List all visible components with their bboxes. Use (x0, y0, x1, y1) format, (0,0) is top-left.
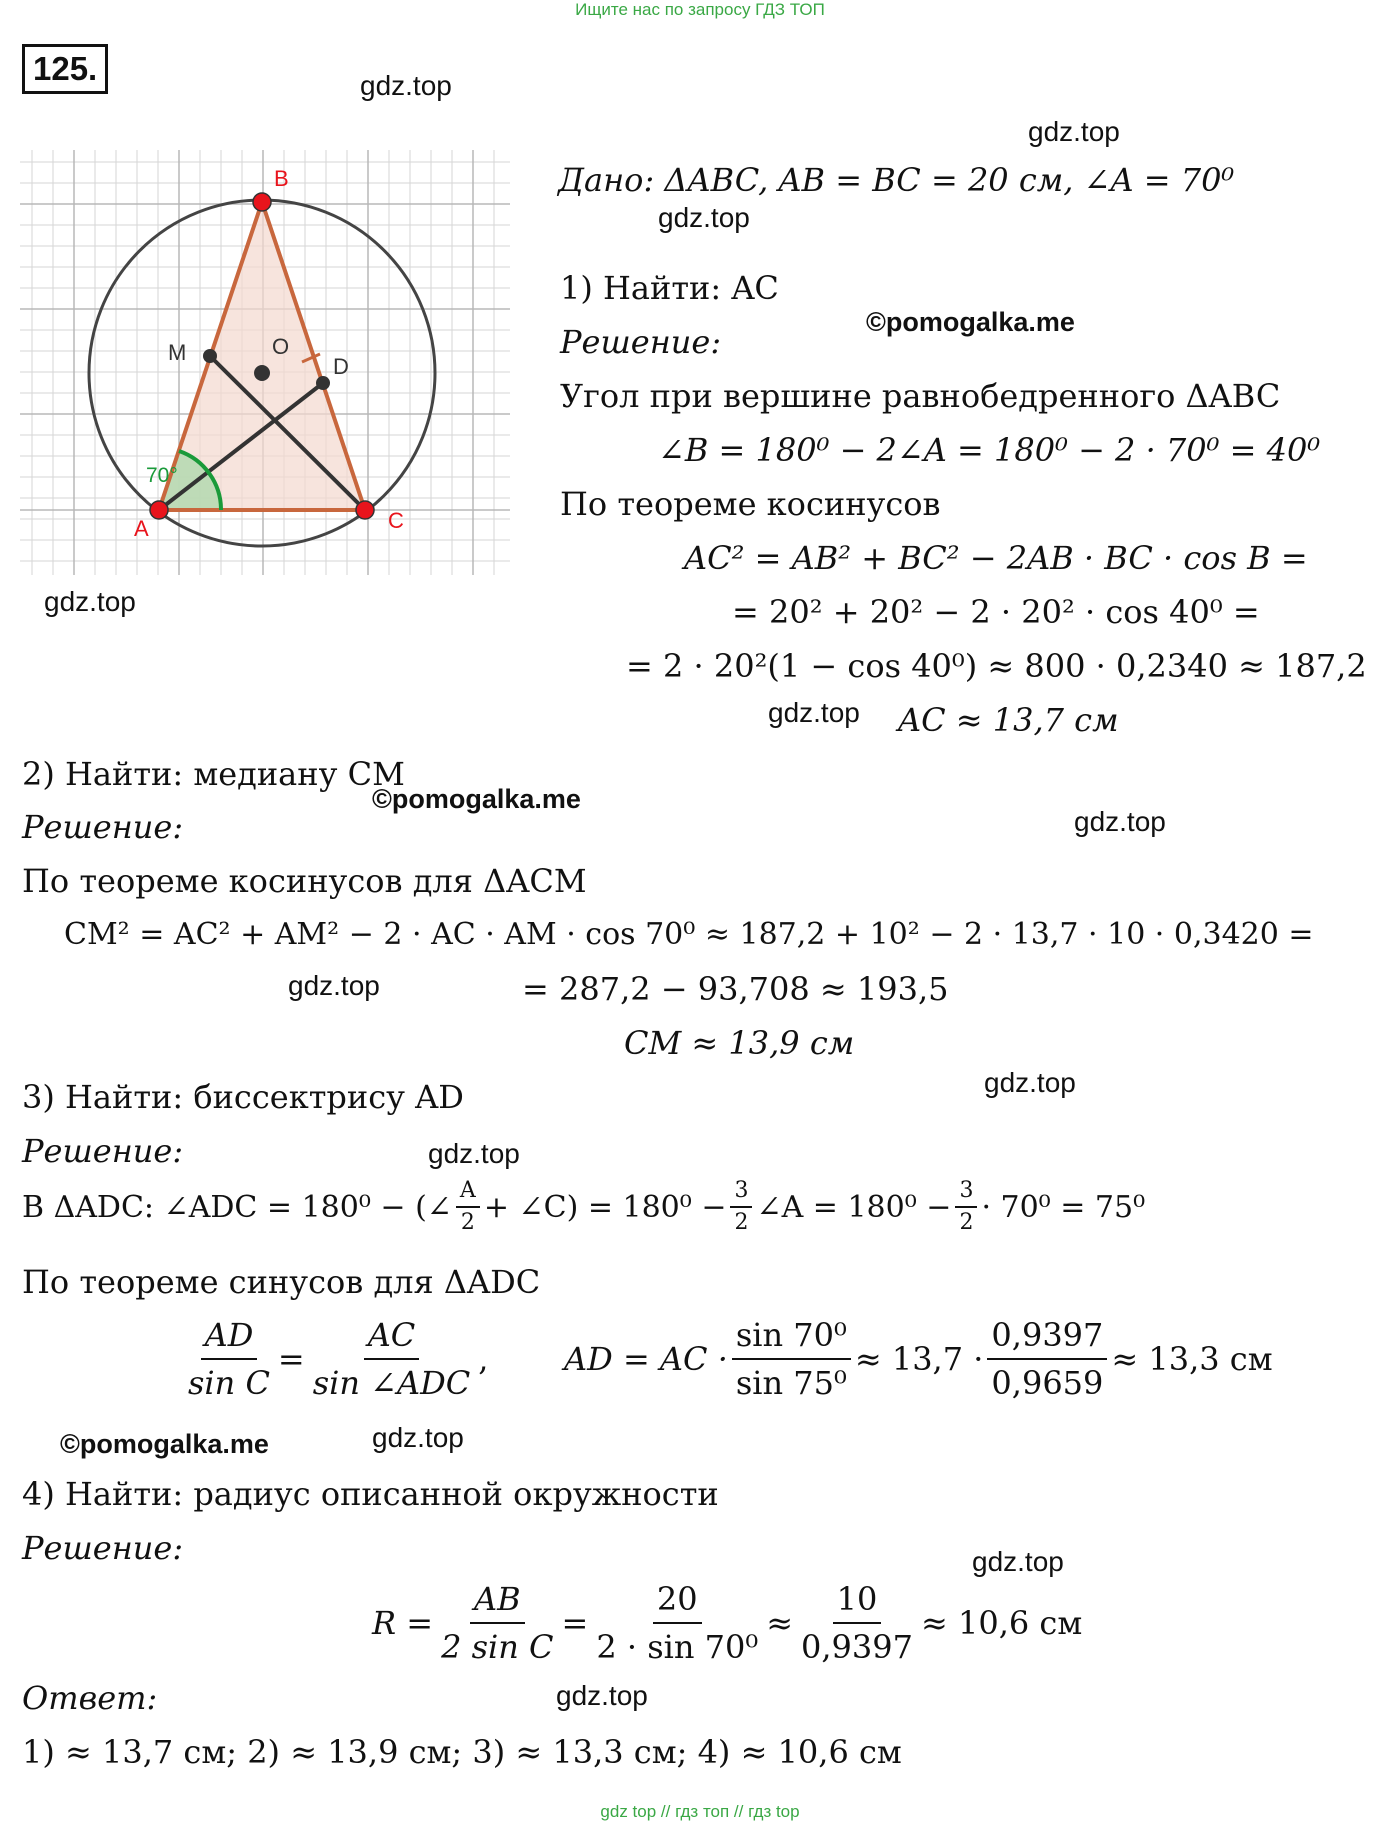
part1-line3: По теореме косинусов (560, 485, 941, 523)
part3-line2: По теореме синусов для ΔADC (22, 1263, 541, 1301)
fraction: $\frac{3}{2}$ (730, 1176, 752, 1238)
part3-sine-ratio (180, 1312, 488, 1406)
part2-line4: CM ≈ 13,9 см (624, 1024, 855, 1062)
watermark-pomogalka: ©pomogalka.me (866, 307, 1075, 337)
watermark-pomogalka: ©pomogalka.me (60, 1429, 269, 1459)
part1-title: 1) Найти: AC (560, 269, 779, 307)
fraction: $\frac{AD}{\text{sin C}}$ (184, 1312, 274, 1406)
part1-line2: ∠B = 180⁰ − 2∠A = 180⁰ − 2 · 70⁰ = 40⁰ (658, 431, 1321, 469)
part3-result-post: ≈ 13,3 см (1111, 1340, 1273, 1378)
part3-line1-mid: + ∠C) = 180⁰ − (483, 1189, 727, 1225)
equals: = (561, 1604, 589, 1642)
answer-label: Ответ: (22, 1679, 158, 1717)
part3-result-mid: ≈ 13,7 · (854, 1340, 984, 1378)
footer-links[interactable]: gdz top // гдз топ // гдз top (600, 1802, 800, 1821)
watermark-gdz: gdz.top (658, 202, 750, 233)
angle-label: 70° (146, 464, 178, 487)
part2-line1: По теореме косинусов для ΔACM (22, 862, 587, 900)
point-o (254, 365, 270, 381)
fraction: $\frac{AC}{\text{sin ∠ADC}}$ (309, 1312, 475, 1406)
point-a (150, 501, 168, 519)
part4-radius-formula (372, 1576, 1082, 1670)
problem-number: 125. (22, 44, 108, 94)
fraction: $\frac{AB}{\text{2 sin C}}$ (437, 1576, 557, 1670)
part1-line6: = 2 · 20²(1 − cos 40⁰) ≈ 800 · 0,2340 ≈ 187,2 (626, 647, 1367, 685)
watermark-gdz: gdz.top (44, 586, 136, 617)
fraction: $\frac{\text{sin 70⁰}}{\text{sin 75⁰}}$ (732, 1312, 851, 1406)
part1-line5: = 20² + 20² − 2 · 20² · cos 40⁰ = (732, 593, 1260, 631)
part3-result (564, 1312, 1273, 1406)
part1-line1: Угол при вершине равнобедренного ΔABC (560, 377, 1281, 415)
fraction: $\frac{A}{2}$ (456, 1176, 480, 1238)
point-c (356, 501, 374, 519)
point-b (253, 193, 271, 211)
part4-title: 4) Найти: радиус описанной окружности (22, 1475, 719, 1513)
fraction: $\frac{3}{2}$ (955, 1176, 977, 1238)
triangle-figure (20, 150, 510, 575)
part3-title: 3) Найти: биссектрису AD (22, 1078, 464, 1116)
part3-line1-mid2: ∠A = 180⁰ − (756, 1189, 952, 1225)
watermark-gdz: gdz.top (372, 1422, 464, 1453)
part2-line2: CM² = AC² + AM² − 2 · AC · AM · cos 70⁰ ≈ 187,2 + 10² − 2 · 13,7 · 10 · 0,3420 = (64, 917, 1314, 952)
label-c: C (388, 508, 404, 533)
part2-line3: = 287,2 − 93,708 ≈ 193,5 (522, 970, 949, 1008)
watermark-gdz: gdz.top (972, 1546, 1064, 1577)
fraction: $\frac{10}{0,9397}$ (797, 1576, 917, 1670)
fraction: $\frac{20}{\text{2 · sin 70⁰}}$ (592, 1576, 762, 1670)
watermark-gdz: gdz.top (1074, 806, 1166, 837)
part3-line1-pre: В ΔADC: ∠ADC = 180⁰ − (∠ (22, 1189, 452, 1225)
point-d (316, 376, 330, 390)
watermark-gdz: gdz.top (984, 1067, 1076, 1098)
watermark-gdz: gdz.top (360, 70, 452, 101)
part4-r-post: ≈ 10,6 см (920, 1604, 1083, 1642)
equals: = (277, 1340, 305, 1378)
part2-title: 2) Найти: медиану CM (22, 755, 405, 793)
part3-solution-label: Решение: (22, 1132, 184, 1170)
point-m (203, 349, 217, 363)
part1-line7: AC ≈ 13,7 см (898, 701, 1119, 739)
given: Дано: ΔABC, AB = BC = 20 см, ∠A = 70⁰ (558, 161, 1235, 199)
part2-solution-label: Решение: (22, 808, 184, 846)
part3-result-pre: AD = AC · (564, 1340, 728, 1378)
answer: 1) ≈ 13,7 см; 2) ≈ 13,9 см; 3) ≈ 13,3 см; 4) ≈ 10,6 см (22, 1733, 902, 1771)
watermark-gdz: gdz.top (1028, 116, 1120, 147)
part4-r-pre: R = (372, 1604, 434, 1642)
part3-line1-post: · 70⁰ = 75⁰ (981, 1189, 1146, 1225)
label-b: B (274, 166, 289, 191)
comma: , (478, 1340, 489, 1378)
fraction: $\frac{0,9397}{0,9659}$ (987, 1312, 1107, 1406)
part1-solution-label: Решение: (560, 323, 722, 361)
part3-line1 (22, 1176, 1145, 1238)
label-m: M (168, 340, 187, 365)
watermark-pomogalka: ©pomogalka.me (372, 784, 581, 814)
approx: ≈ (766, 1604, 794, 1642)
label-a: A (134, 516, 149, 541)
part4-solution-label: Решение: (22, 1529, 184, 1567)
label-d: D (333, 354, 349, 379)
label-o: O (272, 334, 290, 359)
watermark-gdz: gdz.top (556, 1680, 648, 1711)
watermark-gdz: gdz.top (288, 970, 380, 1001)
watermark-gdz: gdz.top (428, 1138, 520, 1169)
watermark-gdz: gdz.top (768, 697, 860, 728)
part1-line4: AC² = AB² + BC² − 2AB · BC · cos B = (684, 539, 1308, 577)
top-banner[interactable]: Ищите нас по запросу ГДЗ ТОП (575, 0, 825, 19)
